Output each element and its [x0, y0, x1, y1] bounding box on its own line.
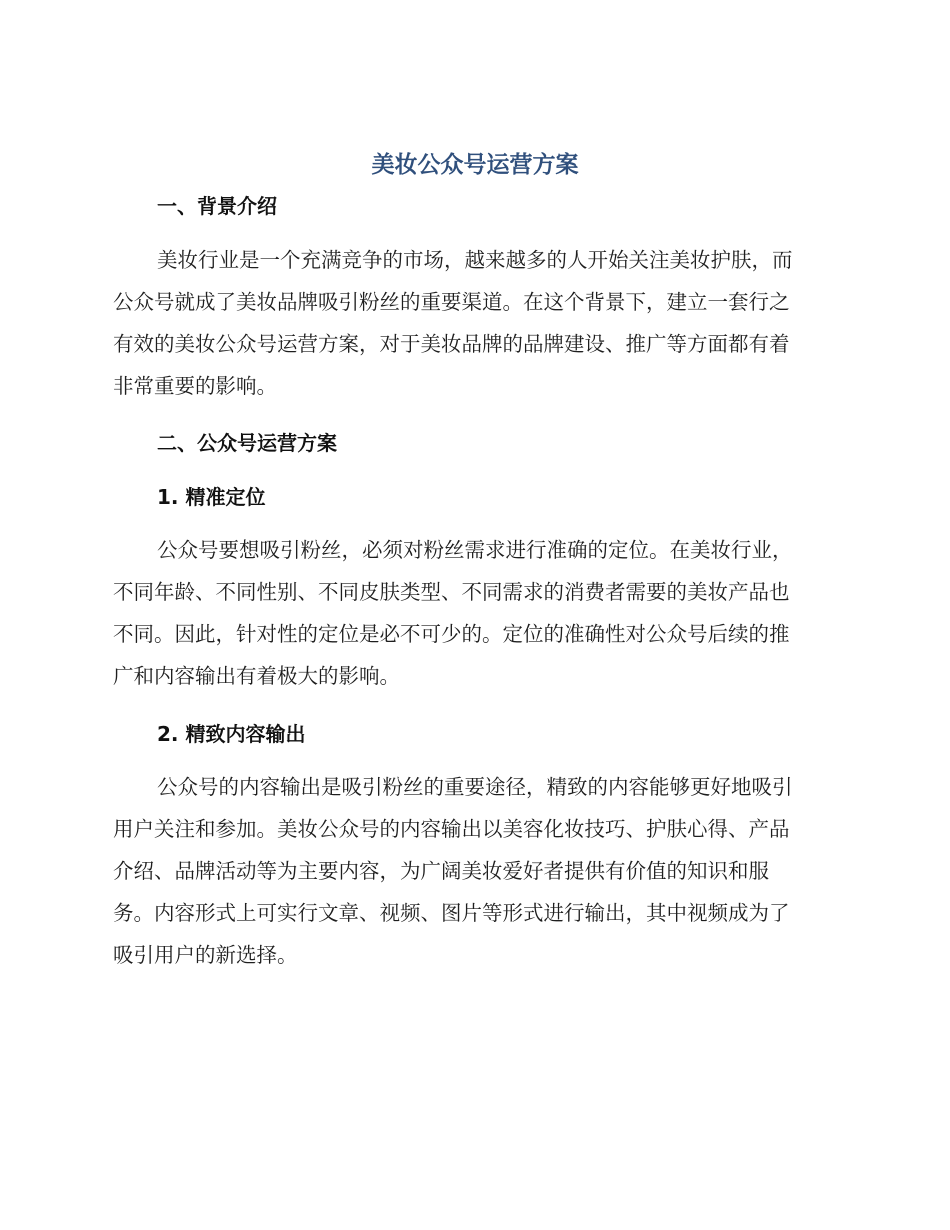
subsection-heading-content: 2. 精致内容输出: [157, 722, 306, 746]
paragraph-positioning: [113, 529, 835, 697]
paragraph-line: 不同。因此，针对性的定位是必不可少的。定位的准确性对公众号后续的推: [113, 622, 790, 646]
paragraph-line: 公众号的内容输出是吸引粉丝的重要途径，精致的内容能够更好地吸引: [157, 775, 793, 799]
paragraph-line: 广和内容输出有着极大的影响。: [113, 664, 400, 688]
paragraph-line: 有效的美妆公众号运营方案，对于美妆品牌的品牌建设、推广等方面都有着: [113, 332, 790, 356]
paragraph-line: 务。内容形式上可实行文章、视频、图片等形式进行输出，其中视频成为了: [113, 901, 790, 925]
paragraph-content: [113, 766, 835, 976]
paragraph-line: 不同年龄、不同性别、不同皮肤类型、不同需求的消费者需要的美妆产品也: [113, 580, 790, 604]
paragraph-line: 公众号就成了美妆品牌吸引粉丝的重要渠道。在这个背景下，建立一套行之: [113, 290, 790, 314]
paragraph-background: [113, 239, 835, 407]
paragraph-line: 吸引用户的新选择。: [113, 943, 298, 967]
document-title: 美妆公众号运营方案: [371, 152, 579, 178]
subsection-heading-positioning: 1. 精准定位: [157, 485, 266, 509]
section-heading-background: 一、背景介绍: [157, 194, 277, 218]
paragraph-line: 美妆行业是一个充满竞争的市场，越来越多的人开始关注美妆护肤，而: [157, 248, 793, 272]
section-heading-operation-plan: 二、公众号运营方案: [157, 431, 337, 455]
paragraph-line: 用户关注和参加。美妆公众号的内容输出以美容化妆技巧、护肤心得、产品: [113, 817, 790, 841]
paragraph-line: 公众号要想吸引粉丝，必须对粉丝需求进行准确的定位。在美妆行业，: [157, 538, 793, 562]
paragraph-line: 非常重要的影响。: [113, 374, 277, 398]
paragraph-line: 介绍、品牌活动等为主要内容，为广阔美妆爱好者提供有价值的知识和服: [113, 859, 769, 883]
